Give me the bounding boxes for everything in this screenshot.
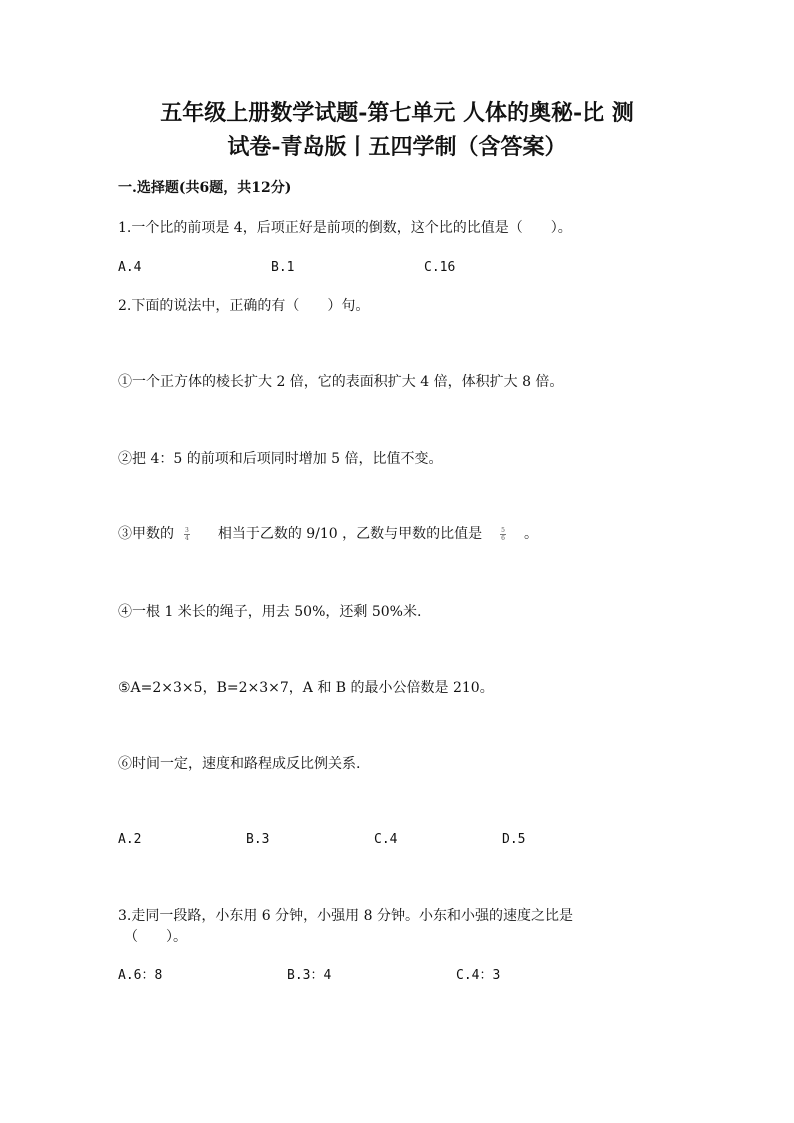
q1-option-c: C.16 [424, 260, 456, 275]
fraction-2-denominator: 6 [501, 534, 505, 542]
question-1-text: 1.一个比的前项是 4，后项正好是前项的倒数，这个比的比值是（ ）。 [118, 220, 572, 236]
q2-option-d: D.5 [502, 832, 526, 847]
page-title [100, 96, 694, 164]
title-line-2: 试卷-青岛版丨五四学制（含答案） [227, 134, 567, 160]
q3-option-c: C.4：3 [456, 968, 501, 983]
fraction-2-numerator: 5 [501, 526, 505, 534]
section-heading: 一.选择题(共6题，共12分) [118, 180, 292, 196]
q2-statement-2: ②把 4：5 的前项和后项同时增加 5 倍，比值不变。 [118, 451, 443, 467]
fraction-three-quarters [184, 527, 190, 542]
statement-3-part-b: 相当于乙数的 9/10 ，乙数与甲数的比值是 [217, 526, 483, 542]
q2-statement-6: ⑥时间一定，速度和路程成反比例关系. [118, 756, 361, 772]
statement-3-part-a: ③甲数的 [118, 526, 174, 542]
question-3-text-line-1: 3.走同一段路，小东用 6 分钟，小强用 8 分钟。小东和小强的速度之比是 [118, 908, 573, 924]
fraction-1-numerator: 3 [185, 526, 189, 534]
q3-option-a: A.6：8 [118, 968, 163, 983]
q2-option-b: B.3 [246, 832, 270, 847]
q2-option-c: C.4 [374, 832, 398, 847]
question-2-text: 2.下面的说法中，正确的有（ ）句。 [118, 298, 370, 314]
statement-3-part-c: 。 [524, 526, 538, 542]
q1-option-b: B.1 [271, 260, 295, 275]
q2-statement-5: ⑤A=2×3×5，B=2×3×7，A 和 B 的最小公倍数是 210。 [118, 680, 494, 696]
title-line-1: 五年级上册数学试题-第七单元 人体的奥秘-比 测 [160, 100, 634, 126]
q2-statement-4: ④一根 1 米长的绳子，用去 50%，还剩 50%米. [118, 604, 422, 620]
q2-statement-1: ①一个正方体的棱长扩大 2 倍，它的表面积扩大 4 倍，体积扩大 8 倍。 [118, 374, 564, 390]
fraction-1-denominator: 4 [185, 534, 189, 542]
question-3-text-line-2: （ ）。 [124, 929, 187, 945]
q3-option-b: B.3：4 [287, 968, 332, 983]
q2-statement-3 [118, 524, 538, 544]
fraction-five-sixths [500, 527, 506, 542]
q2-option-a: A.2 [118, 832, 142, 847]
q1-option-a: A.4 [118, 260, 142, 275]
